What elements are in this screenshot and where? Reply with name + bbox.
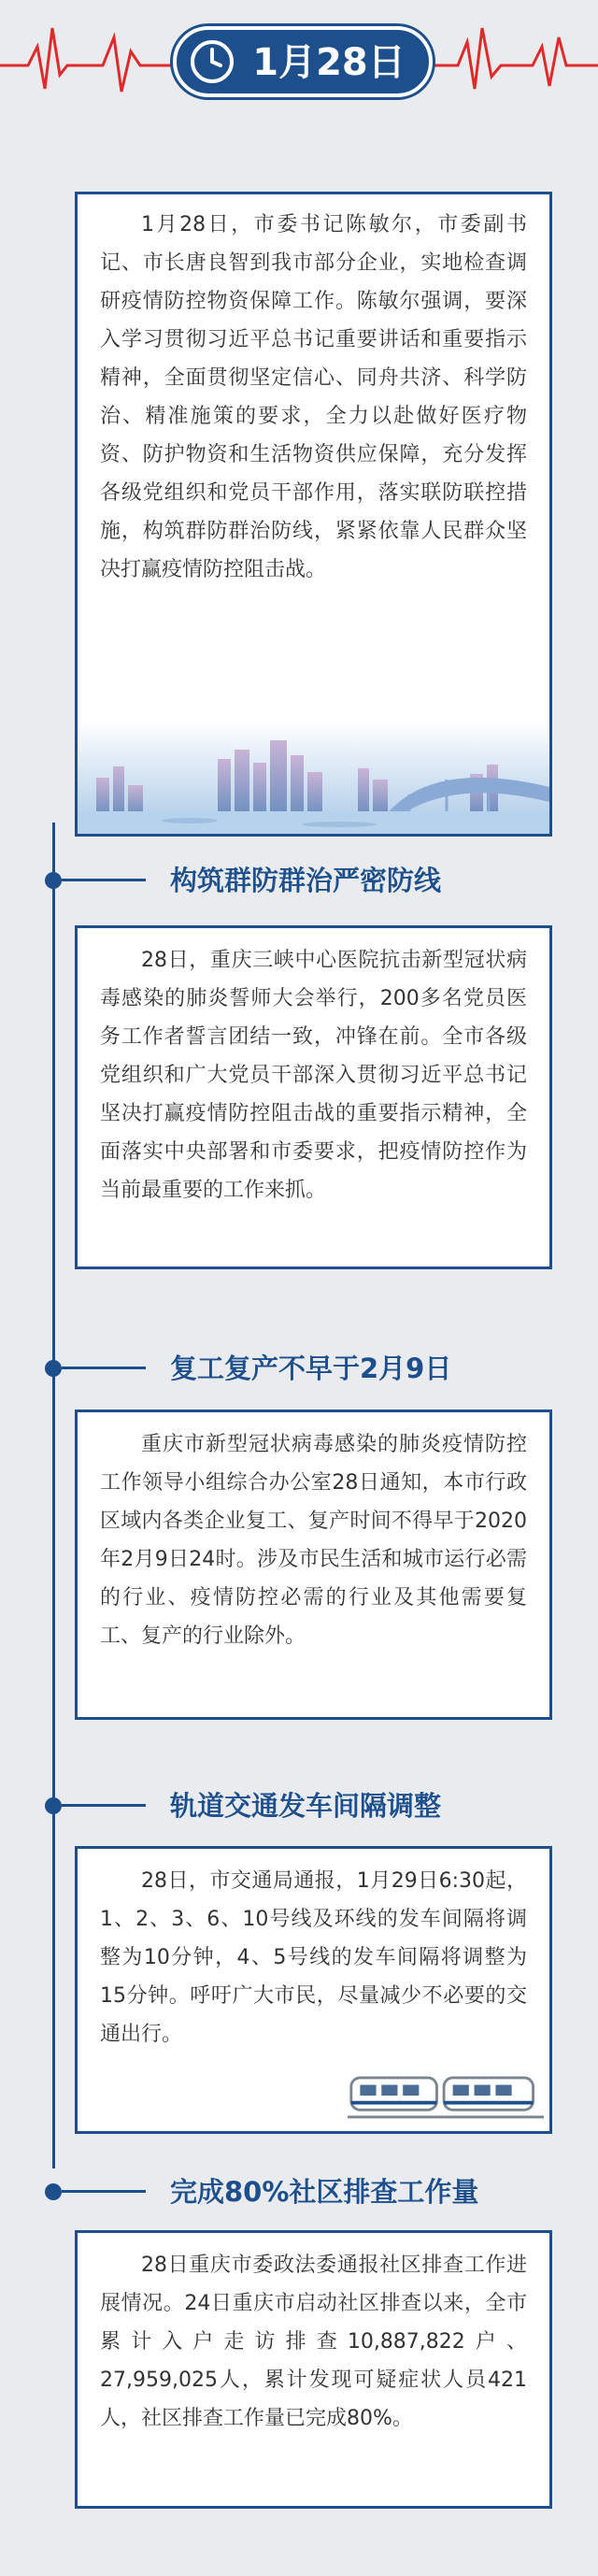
- timeline-dot: [45, 872, 62, 889]
- timeline-connector: [62, 879, 146, 881]
- timeline-connector: [62, 1804, 146, 1807]
- section-paragraph: 28日重庆市委政法委通报社区排查工作进展情况。24日重庆市启动社区排查以来，全市累计入户走访排查10,887,822户、27,959,025人，累计发现可疑症状人员421人，社区排查工作量已完成80%。: [100, 2254, 527, 2430]
- section-title: 复工复产不早于2月9日: [170, 1352, 452, 1384]
- timeline-line: [52, 823, 55, 2168]
- section-paragraph: 重庆市新型冠状病毒感染的肺炎疫情防控工作领导小组综合办公室28日通知，本市行政区域内各类企业复工、复产时间不得早于2020年2月9日24时。涉及市民生活和城市运行必需的行业、疫情防控必需的行业及其他需要复工、复产的行业除外。: [100, 1433, 527, 1648]
- section-card: [75, 1846, 552, 2134]
- timeline-dot: [45, 2183, 62, 2200]
- date-title: 1月28日: [252, 41, 406, 84]
- timeline-connector: [62, 1367, 146, 1369]
- clock-icon: [188, 37, 236, 86]
- section-card: [75, 925, 552, 1269]
- section-title: 完成80%社区排查工作量: [170, 2176, 479, 2208]
- intro-card: [75, 192, 552, 837]
- section-paragraph: 28日，市交通局通报，1月29日6:30起， 1、2、3、6、10号线及环线的发车间隔将调整为10分钟，4、5号线的发车间隔将调整为15分钟。呼吁广大市民，尽量减少不必要的交通出行。: [100, 1869, 527, 2046]
- metro-train-icon: [348, 2068, 544, 2124]
- timeline-dot: [45, 1797, 62, 1814]
- date-badge: [173, 26, 433, 97]
- city-skyline-illustration: [78, 722, 549, 834]
- intro-paragraph: 1月28日，市委书记陈敏尔，市委副书记、市长唐良智到我市部分企业，实地检查调研疫情防控物资保障工作。陈敏尔强调，要深入学习贯彻习近平总书记重要讲话和重要指示精神，全面贯彻坚定信心、同舟共济、科学防治、精准施策的要求，全力以赴做好医疗物资、防护物资和生活物资供应保障，充分发挥各级党组织和党员干部作用，落实联防联控措施，构筑群防群治防线，紧紧依靠人民群众坚决打赢疫情防控阻击战。: [100, 213, 527, 581]
- section-title: 构筑群防群治严密防线: [170, 865, 442, 896]
- section-card: [75, 1410, 552, 1720]
- timeline-connector: [62, 2190, 146, 2193]
- timeline-dot: [45, 1360, 62, 1377]
- section-card: [75, 2230, 552, 2509]
- section-title: 轨道交通发车间隔调整: [170, 1790, 442, 1822]
- section-paragraph: 28日，重庆三峡中心医院抗击新型冠状病毒感染的肺炎誓师大会举行，200多名党员医务工作者誓言团结一致，冲锋在前。全市各级党组织和广大党员干部深入贯彻习近平总书记坚决打赢疫情防控阻击战的重要指示精神，全面落实中央部署和市委要求，把疫情防控作为当前最重要的工作来抓。: [100, 949, 527, 1202]
